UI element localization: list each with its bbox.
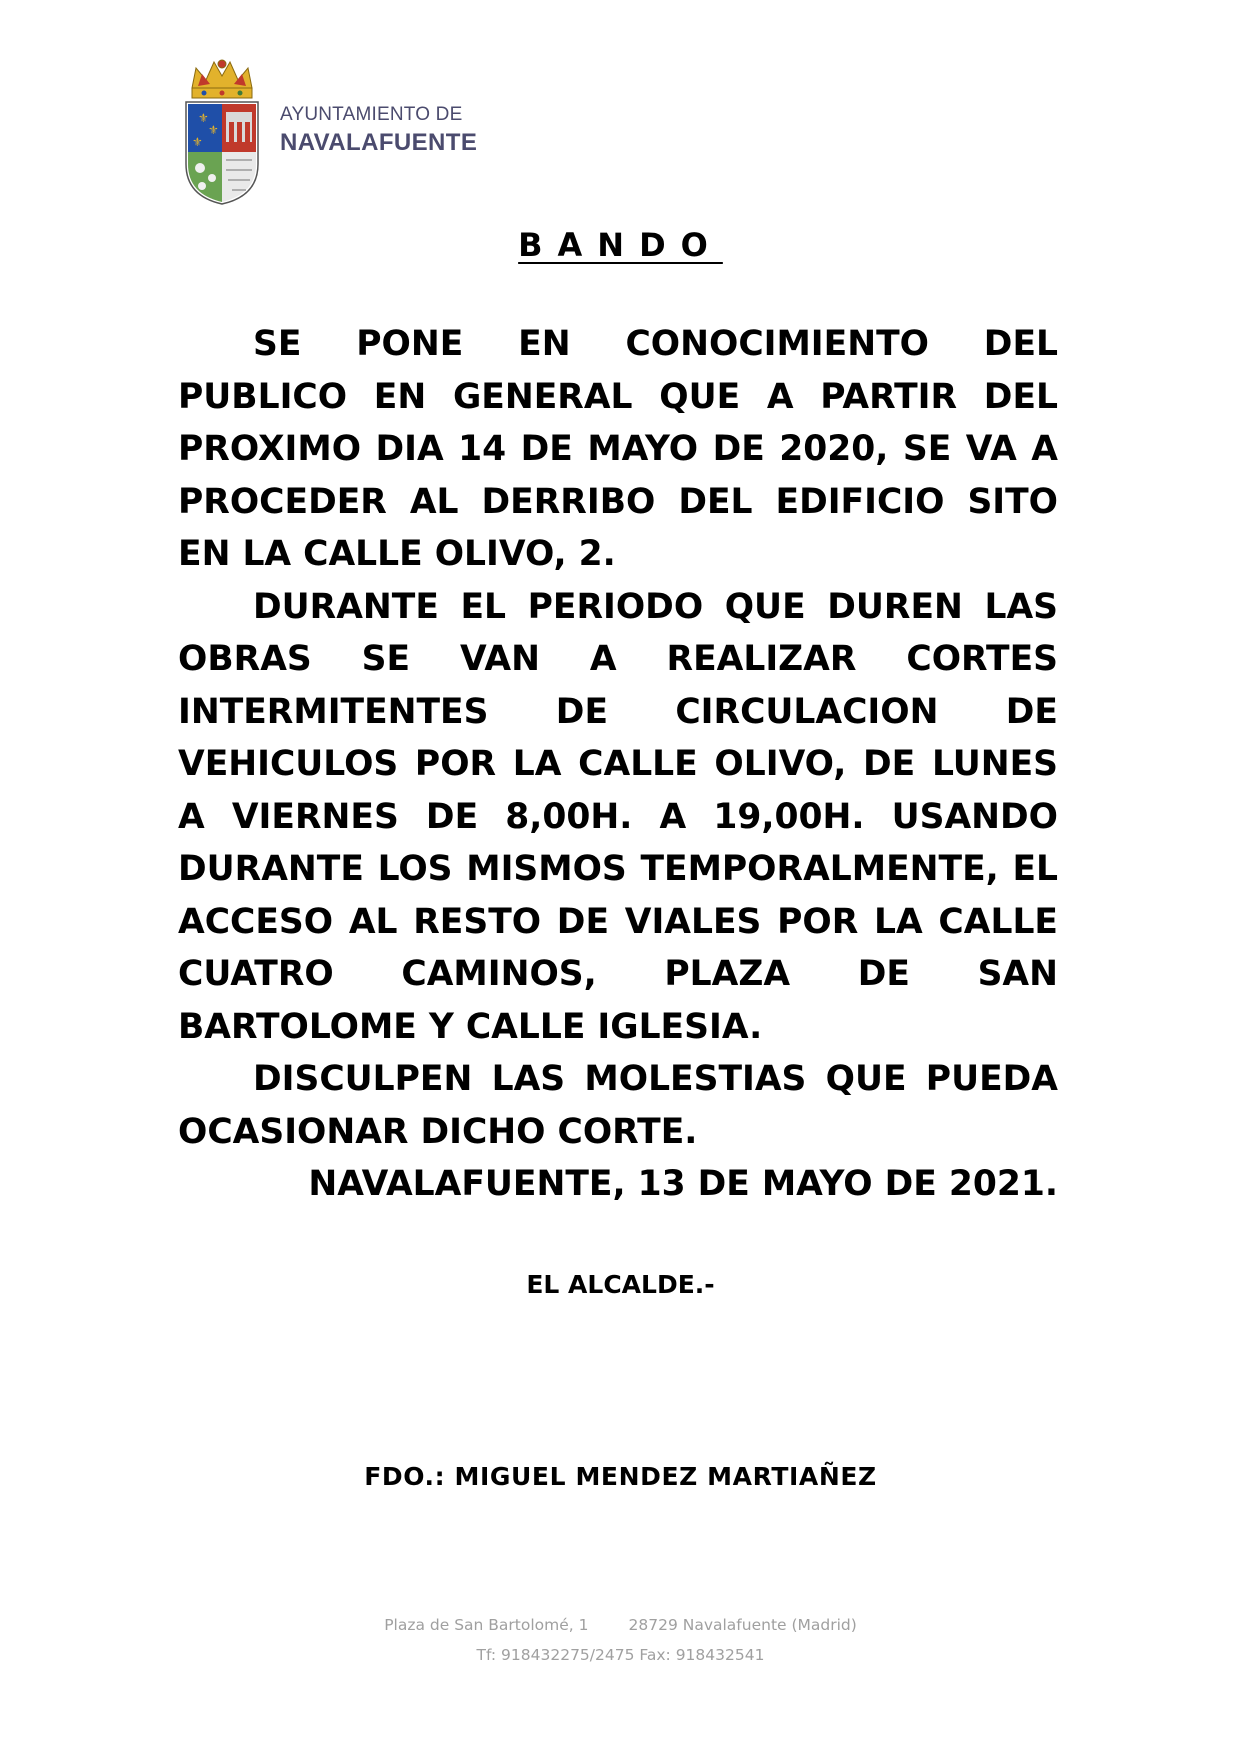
paragraph-traffic-cuts: DURANTE EL PERIODO QUE DUREN LAS OBRAS SE VAN A REALIZAR CORTES INTERMITENTES DE CIRCULACION DE VEHICULOS POR LA CALLE OLIVO, DE LUNES A VIERNES DE 8,00H. A 19,00H. USANDO DURANTE LOS MISMOS TEMPORALMENTE, EL ACCESO AL RESTO DE VIALES POR LA CALLE CUATRO CAMINOS, PLAZA DE SAN BARTOLOME Y CALLE IGLESIA. — [178, 586, 1058, 1047]
paragraph-announcement: SE PONE EN CONOCIMIENTO DEL PUBLICO EN GENERAL QUE A PARTIR DEL PROXIMO DIA 14 DE MAYO DE 2020, SE VA A PROCEDER AL DERRIBO DEL EDIFICIO SITO EN LA CALLE OLIVO, 2. — [178, 324, 1058, 574]
svg-text:⚜: ⚜ — [198, 111, 209, 125]
paragraph-date: NAVALAFUENTE, 13 DE MAYO DE 2021. — [308, 1164, 1058, 1204]
svg-text:⚜: ⚜ — [192, 135, 203, 149]
signatory-role: EL ALCALDE.- — [526, 1270, 715, 1299]
org-line-1: AYUNTAMIENTO DE — [280, 104, 463, 125]
title-text: BANDO — [518, 226, 723, 264]
org-line-2: NAVALAFUENTE — [280, 129, 478, 156]
paragraph-apology: DISCULPEN LAS MOLESTIAS QUE PUEDA OCASIONAR DICHO CORTE. — [178, 1059, 1058, 1152]
footer-address: Plaza de San Bartolomé, 1 — [384, 1616, 589, 1634]
coat-of-arms-icon — [180, 56, 264, 206]
svg-text:⚜: ⚜ — [208, 123, 219, 137]
footer-address-line — [0, 1610, 1241, 1640]
footer — [0, 1610, 1241, 1670]
organization-name — [280, 104, 477, 157]
footer-phones: Tf: 918432275/2475 Fax: 918432541 — [476, 1646, 765, 1664]
notice-body — [178, 318, 1058, 1211]
signatory-name: FDO.: MIGUEL MENDEZ MARTIAÑEZ — [364, 1462, 877, 1491]
document-title — [0, 226, 1241, 264]
footer-postal: 28729 Navalafuente (Madrid) — [628, 1616, 857, 1634]
